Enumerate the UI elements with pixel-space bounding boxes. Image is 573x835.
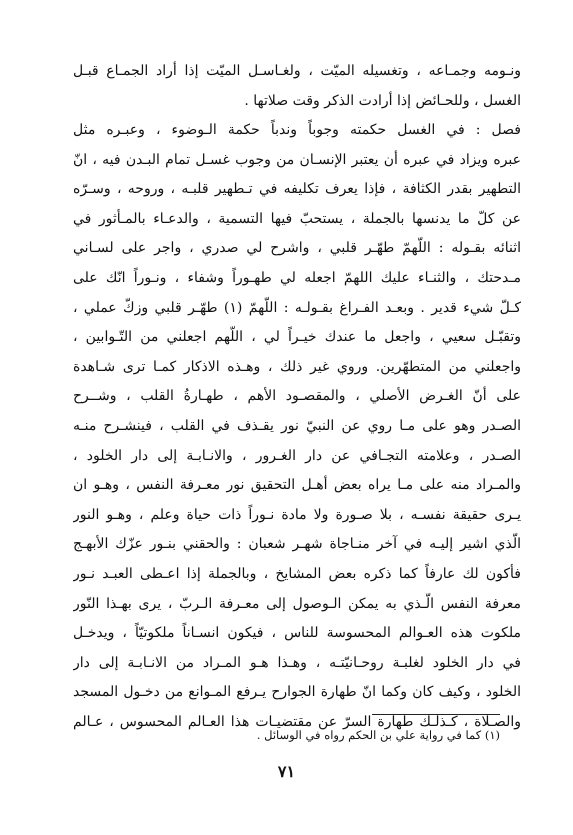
- text-line: ملكوت هذه العـوالم المحسوسة للناس ، فيكون انسـاناً ملكوتيّاً ، ويدخـل: [73, 625, 521, 642]
- paragraph-2: [73, 116, 521, 737]
- text-line: الغسل ، وللحـائض إذا أرادت الذكر وقت صلاتها .: [244, 92, 521, 109]
- text-line: فأكون لك عارفاً كما ذكره بعض المشايخ ، وبالجملة إذا اعـطى العبـد نـور: [73, 565, 521, 582]
- text-line: على أنّ الغـرض الأصلي ، والمقصـود الأهم ، طهـارةُ القلب ، وشــرح: [73, 388, 521, 405]
- text-line: كـلّ شيء قدير . وبعـد الفـراغ بقـولـه : اللّهمّ (١) طهّـر قلبي وزكّ عملي ،: [73, 299, 521, 316]
- text-line: وتقبّـل سعيي ، واجعل ما عندك خيـراً لي ، اللّهم اجعلني من التّـوابين ،: [73, 329, 521, 346]
- text-line: يـرى حقيقة نفسـه ، بلا صـورة ولا مادة نـوراً ذات حياة وعلم ، وهـو النور: [73, 506, 521, 523]
- footnote: (١) كما في رواية علي بن الحكم رواه في الوسائل .: [256, 728, 500, 742]
- text-line: فصل : في الغسل حكمته وجوباً وندباً حكمة الـوضوء ، وعبـره مثل: [73, 122, 521, 138]
- text-line: التطهير بقدر الكثافة ، فإذا يعرف تكليفه في تـطهير قلبـه ، وروحه ، وسـرّه: [73, 181, 521, 198]
- text-line: الّذي اشير إليـه في آخر منـاجاة شهـر شعبان : والحقني بنـور عزّك الأبهـج: [73, 536, 521, 553]
- text-line: واجعلني من المتطهّرين. وروي غير ذلك ، وهـذه الاذكار كمـا ترى شـاهدة: [73, 358, 521, 375]
- text-line: اثنائه بقـوله : اللّهمّ طهّـر قلبي ، واشرح لي صدري ، واجر على لسـاني: [73, 240, 521, 257]
- text-line: الخلود ، وكيف كان وكما انّ طهارة الجوارح يـرفع المـوانع من دخـول المسجد: [73, 684, 521, 701]
- text-line: في دار الخلود لغلبـة روحـانيّتـه ، وهـذا هـو المـراد من الانـابـة إلى دار: [73, 654, 521, 671]
- paragraph-1: [73, 57, 521, 116]
- text-line: عن كلّ ما يدنسها بالجملة ، يستحبّ فيها التسمية ، والدعـاء بالمـأثور في: [73, 210, 521, 227]
- footnote-divider: [372, 714, 500, 715]
- text-line: والمـراد منه على مـا يراه بعض أهـل التحقيق نور معـرفة النفس ، وهـو ان: [73, 477, 521, 494]
- text-line: عبره ويزاد في عبره أن يعتبر الإنسـان من وجوب غسـل تمام البـدن فيه ، انّ: [73, 151, 521, 168]
- text-line: والصـلاة ، كـذلـك طهارة السرّ عن مقتضيـات هذا العـالم المحسوس ، عـالم: [73, 713, 521, 730]
- text-line: معرفة النفس الّـذي به يمكن الـوصول إلى معـرفة الـربّ ، يرى بهـذا النّور: [73, 595, 521, 612]
- page-number: ٧١: [277, 762, 296, 781]
- text-line: الصـدر ، وعلامته التجـافي عن دار الغـرور ، والانـابـة إلى دار الخلود ،: [73, 447, 521, 464]
- text-line: ونـومه وجمـاعه ، وتغسيله الميّت ، ولغـاسـل الميّت إذا أراد الجمـاع قبـل: [73, 63, 521, 79]
- text-line: مـدحتك ، والثنـاء عليك اللهمّ اجعله لي طهـوراً وشفاء ، ونـوراً انّك على: [73, 269, 521, 286]
- text-line: الصـدر وهو على مـا روي عن النبيّ نور يقـذف في القلب ، فينشـرح منـه: [73, 417, 521, 434]
